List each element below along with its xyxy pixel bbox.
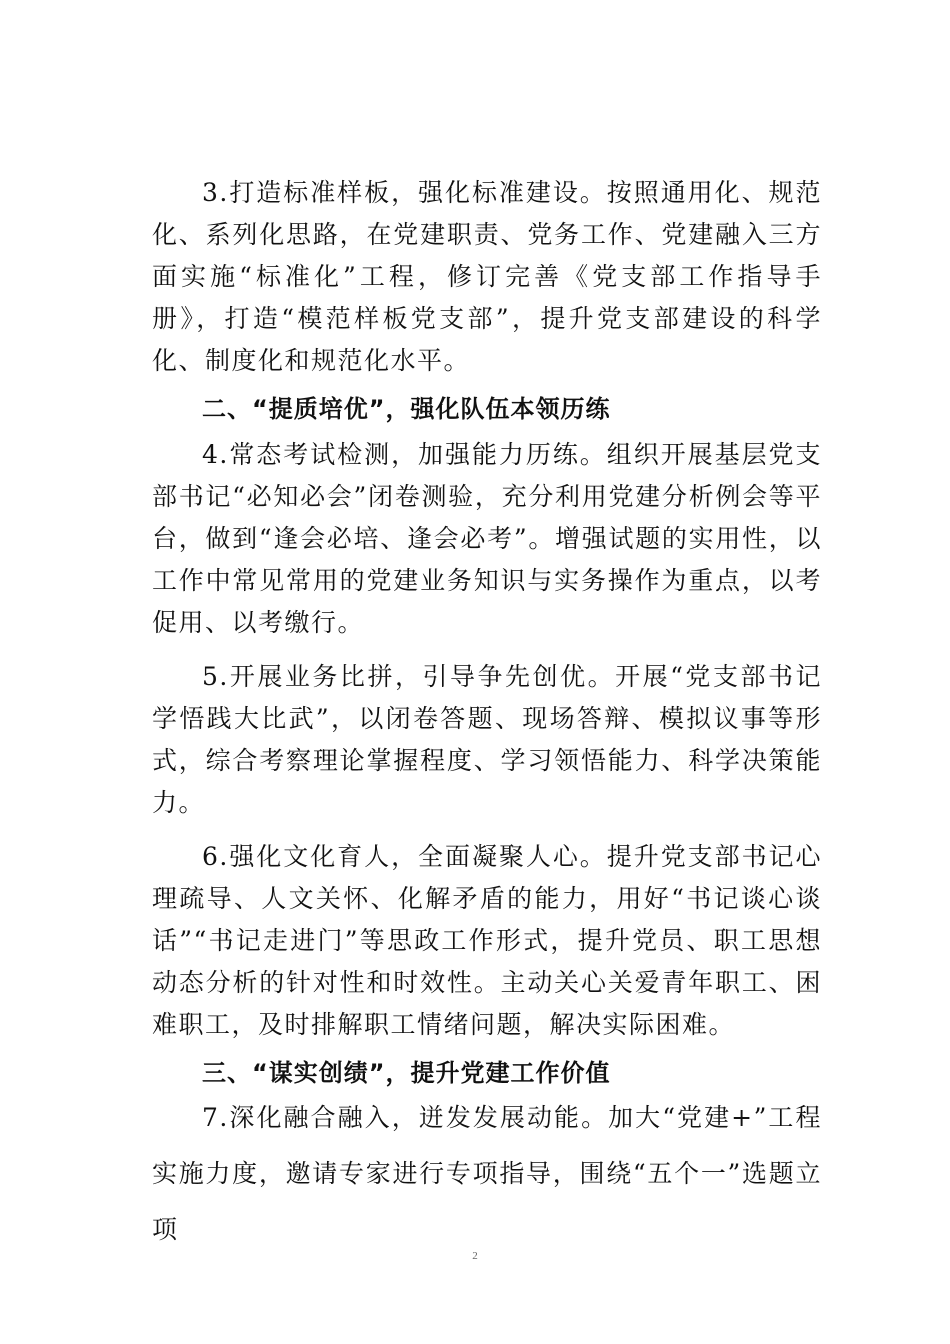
paragraph-6: 6.强化文化育人，全面凝聚人心。提升党支部书记心理疏导、人文关怀、化解矛盾的能力，用好“书记谈心谈话”“书记走进门”等思政工作形式，提升党员、职工思想动态分析的针对性和时效性。主动关心关爱青年职工、困难职工，及时排解职工情绪问题，解决实际困难。 [152, 842, 822, 1039]
paragraph-4: 4.常态考试检测，加强能力历练。组织开展基层党支部书记“必知必会”闭卷测验，充分利用党建分析例会等平台，做到“逢会必培、逢会必考”。增强试题的实用性，以工作中常见常用的党建业务知识与实务操作为重点，以考促用、以考缴行。 [152, 440, 822, 637]
document-body [152, 172, 822, 1258]
paragraph-7: 7.深化融合融入，迸发发展动能。加大“党建+”工程实施力度，邀请专家进行专项指导，围绕“五个一”选题立项 [152, 1103, 822, 1244]
section-heading-2: 二、“提质培优”，强化队伍本领历练 [202, 395, 611, 423]
section-heading-3: 三、“谋实创绩”，提升党建工作价值 [202, 1059, 611, 1087]
paragraph-3: 3.打造标准样板，强化标准建设。按照通用化、规范化、系列化思路，在党建职责、党务工作、党建融入三方面实施“标准化”工程，修订完善《党支部工作指导手册》，打造“模范样板党支部”，提升党支部建设的科学化、制度化和规范化水平。 [152, 178, 822, 375]
paragraph-spacer [152, 644, 822, 656]
paragraph-spacer [152, 824, 822, 836]
page-number: 2 [472, 1250, 478, 1262]
paragraph-5: 5.开展业务比拼，引导争先创优。开展“党支部书记学悟践大比武”，以闭卷答题、现场答辩、模拟议事等形式，综合考察理论掌握程度、学习领悟能力、科学决策能力。 [152, 662, 822, 817]
